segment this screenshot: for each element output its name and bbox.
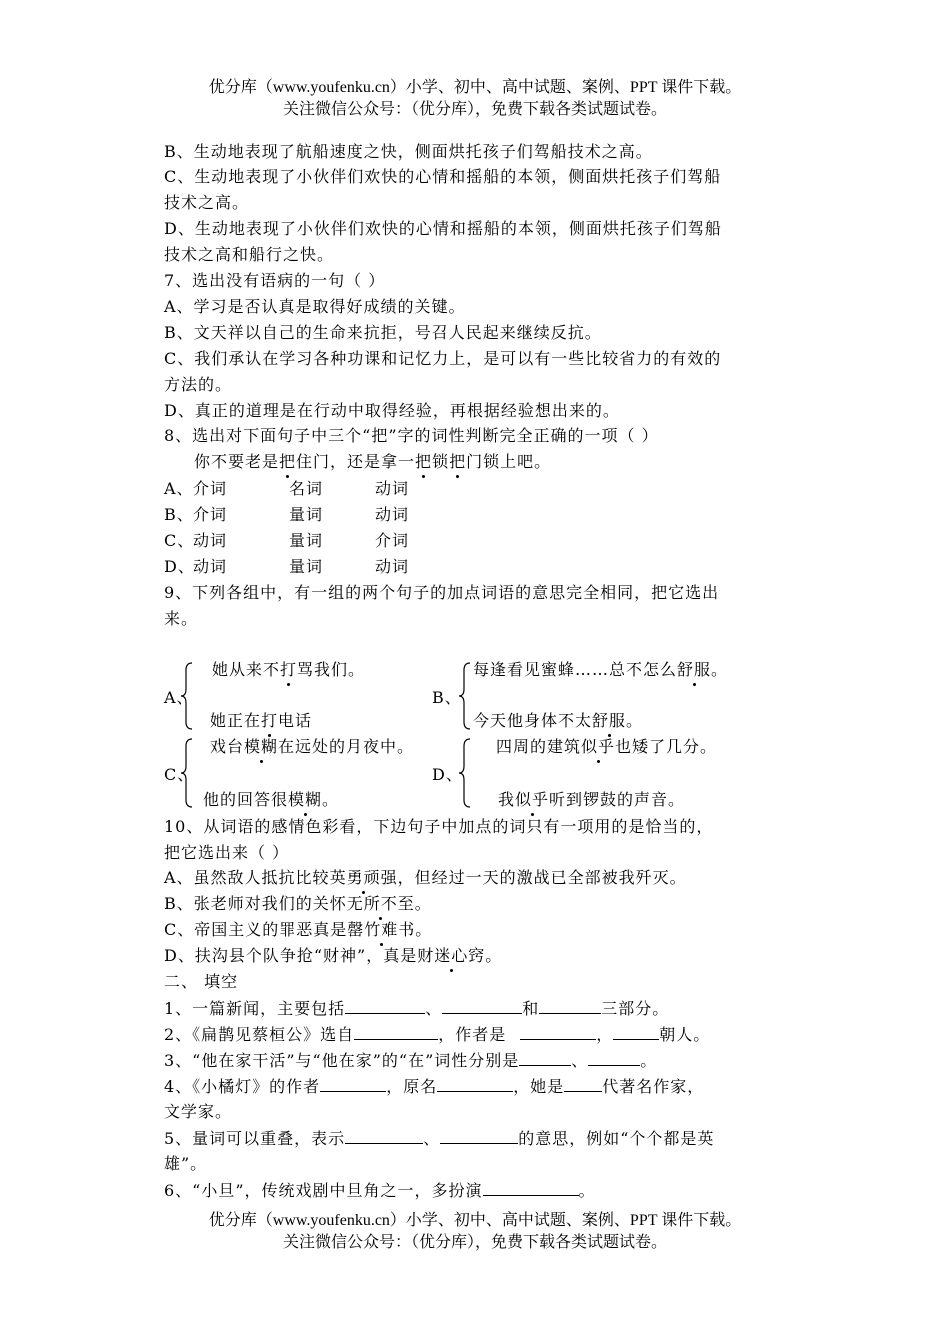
q8-sentence-part: 锁 xyxy=(432,452,450,471)
q9-c1-post: 在远处的月夜中。 xyxy=(278,737,415,756)
q10-b-post: 。 xyxy=(414,894,432,913)
fill-q4-text: 4、《小橘灯》的作者 xyxy=(164,1077,321,1096)
q6-option-c-line2: 技术之高。 xyxy=(164,193,250,212)
q9-d2-dotted-word: 似乎 xyxy=(515,790,550,809)
q9-b1-dotted-word: 舒服 xyxy=(677,660,712,679)
q8-dotted-ba-3: 把 xyxy=(449,452,467,471)
q8-option-word1: 介词 xyxy=(193,479,228,498)
q10-option-b xyxy=(164,894,432,914)
fill-q4-text: ，她是 xyxy=(513,1077,565,1096)
q8-dotted-ba-2: 把 xyxy=(415,452,433,471)
fill-q4 xyxy=(164,1076,704,1097)
fill-q5-line2: 雄”。 xyxy=(164,1154,208,1173)
q9-a2-dotted-word: 打 xyxy=(261,711,279,730)
q8-option-word3: 动词 xyxy=(375,479,410,498)
fill-q4-line2: 文学家。 xyxy=(164,1102,233,1121)
q8-option-d xyxy=(164,557,410,577)
fill-q2-blank-2[interactable] xyxy=(520,1024,596,1040)
q9-c2-pre: 他的回答很 xyxy=(203,790,289,809)
q9-c2-dotted-word: 模糊 xyxy=(288,790,323,809)
q9-b2-post: 。 xyxy=(626,711,644,730)
page-footer-line-2: 关注微信公众号：（优分库），免费下载各类试题试卷。 xyxy=(282,1234,667,1251)
q8-sentence-part: 你不要老是 xyxy=(194,452,280,471)
fill-q2-text: 2、《扁鹊见蔡桓公》选自 xyxy=(164,1025,355,1044)
fill-q4-text: ，原名 xyxy=(386,1077,438,1096)
fill-q6-blank-1[interactable] xyxy=(483,1180,579,1196)
fill-q1 xyxy=(164,998,669,1019)
fill-q3-text: 、 xyxy=(571,1051,589,1070)
fill-q2-text: ， xyxy=(596,1025,614,1044)
q9-option-b-label: B、 xyxy=(432,688,462,707)
fill-q1-blank-3[interactable] xyxy=(539,998,601,1014)
q8-option-c xyxy=(164,531,410,551)
page-header-line-2: 关注微信公众号：（优分库），免费下载各类试题试卷。 xyxy=(282,101,667,118)
fill-q6-text: 。 xyxy=(578,1181,596,1200)
q6-option-c-line1: C、生动地表现了小伙伴们欢快的心情和摇船的本领，侧面烘托孩子们驾船 xyxy=(164,167,722,186)
fill-q5 xyxy=(164,1128,714,1149)
q9-c1-pre: 戏台 xyxy=(210,737,245,756)
q10-stem-line2: 把它选出来（ ） xyxy=(164,843,290,862)
fill-q3-text: 。 xyxy=(640,1051,658,1070)
q10-d-pre: D、扶沟县个队争抢“财神”，真是 xyxy=(164,946,418,965)
fill-q6-text: 6、“小旦”，传统戏剧中旦角之一，多扮演 xyxy=(164,1181,483,1200)
q8-sentence xyxy=(194,452,551,472)
fill-q5-text: 的意思，例如“个个都是英 xyxy=(518,1129,715,1148)
q9-d2-post: 听到锣鼓的声音。 xyxy=(549,790,686,809)
fill-q2-text: ，作者是 xyxy=(438,1025,507,1044)
q10-d-dotted-word: 财迷心窍 xyxy=(417,946,486,965)
q9-stem-line1: 9、下列各组中，有一组的两个句子的加点词语的意思完全相同，把它选出 xyxy=(164,583,720,602)
q8-dotted-ba-1: 把 xyxy=(279,452,297,471)
q9-option-d-label: D、 xyxy=(432,765,463,784)
q9-c-sentence-2 xyxy=(203,790,339,810)
q7-option-b: B、文天祥以自己的生命来抗拒，号召人民起来继续反抗。 xyxy=(164,323,602,342)
q10-option-d xyxy=(164,946,502,966)
fill-q3-blank-2[interactable] xyxy=(588,1050,640,1066)
q9-a-sentence-2 xyxy=(210,711,312,731)
fill-q1-text: 和 xyxy=(522,999,540,1018)
q10-b-dotted-word: 无所不至 xyxy=(346,894,415,913)
q10-c-pre: C、帝国主义的罪恶真是 xyxy=(164,920,348,939)
q8-option-word2: 名词 xyxy=(289,479,324,498)
page-footer-line-1: 优分库（www.youfenku.cn）小学、初中、高中试题、案例、PPT 课件下载。 xyxy=(208,1212,742,1229)
q8-option-word2: 量词 xyxy=(289,531,324,550)
q8-option-word2: 量词 xyxy=(289,505,324,524)
fill-q5-text: 5、量词可以重叠，表示 xyxy=(164,1129,346,1148)
fill-q6 xyxy=(164,1180,596,1201)
q10-d-post: 。 xyxy=(485,946,503,965)
fill-q4-text: 代著名作家， xyxy=(602,1077,705,1096)
q9-b1-pre: 每逢看见蜜蜂……总不怎么 xyxy=(473,660,678,679)
q9-d-sentence-2 xyxy=(498,790,685,810)
fill-q1-text: 三部分。 xyxy=(601,999,670,1018)
q9-b2-pre: 今天他身体不太 xyxy=(473,711,593,730)
q9-option-c-label: C、 xyxy=(164,765,195,784)
fill-q1-blank-2[interactable] xyxy=(442,998,522,1014)
q9-a1-dotted-word: 打 xyxy=(280,660,298,679)
q8-sentence-part: 门锁上吧。 xyxy=(466,452,552,471)
fill-q4-blank-3[interactable] xyxy=(564,1076,602,1092)
q6-option-b: B、生动地表现了航船速度之快，侧面烘托孩子们驾船技术之高。 xyxy=(164,142,653,161)
q7-option-c-line2: 方法的。 xyxy=(164,375,233,394)
fill-q1-text: 1、一篇新闻，主要包括 xyxy=(164,999,346,1018)
q9-option-a-label: A、 xyxy=(164,688,194,707)
fill-q1-blank-1[interactable] xyxy=(345,998,425,1014)
q9-b-sentence-1 xyxy=(473,660,728,680)
q9-d-sentence-1 xyxy=(496,737,717,757)
q10-a-pre: A、虽然敌人抵抗比较 xyxy=(164,868,330,887)
section-fill-title: 二、 填空 xyxy=(164,972,239,991)
q8-option-label: A、 xyxy=(164,479,194,498)
q7-option-d: D、真正的道理是在行动中取得经验，再根据经验想出来的。 xyxy=(164,401,620,420)
q8-option-word2: 量词 xyxy=(289,557,324,576)
q10-a-dotted-word: 英勇顽强 xyxy=(329,868,398,887)
q9-a1-pre: 她从来不 xyxy=(212,660,281,679)
q9-a2-post: 电话 xyxy=(278,711,313,730)
fill-q4-blank-1[interactable] xyxy=(320,1076,386,1092)
q8-option-word1: 动词 xyxy=(193,531,228,550)
fill-q2-blank-1[interactable] xyxy=(354,1024,438,1040)
q9-a2-pre: 她正在 xyxy=(210,711,262,730)
q9-stem-line2: 来。 xyxy=(164,609,199,628)
q8-option-word3: 动词 xyxy=(375,557,410,576)
q9-d1-dotted-word: 似乎 xyxy=(581,737,616,756)
q9-c2-post: 。 xyxy=(322,790,340,809)
q10-b-pre: B、张老师对我们的关怀 xyxy=(164,894,347,913)
q8-option-word1: 动词 xyxy=(193,557,228,576)
fill-q3-text: 3、“他在家干活”与“他在家”的“在”词性分别是 xyxy=(164,1051,520,1070)
q10-option-c xyxy=(164,920,432,940)
q9-a-sentence-1 xyxy=(212,660,365,680)
q9-d1-post: 也矮了几分。 xyxy=(615,737,718,756)
q9-d2-pre: 我 xyxy=(498,790,516,809)
q8-option-a xyxy=(164,479,410,499)
q9-a1-post: 骂我们。 xyxy=(297,660,366,679)
fill-q5-blank-2[interactable] xyxy=(440,1128,518,1144)
q8-stem: 8、选出对下面句子中三个“把”字的词性判断完全正确的一项（ ） xyxy=(164,426,659,445)
fill-q4-blank-2[interactable] xyxy=(437,1076,513,1092)
q9-d1-pre: 四周的建筑 xyxy=(496,737,582,756)
q6-option-d-line1: D、生动地表现了小伙伴们欢快的心情和摇船的本领，侧面烘托孩子们驾船 xyxy=(164,219,722,238)
q7-stem: 7、选出没有语病的一句（ ） xyxy=(164,271,386,290)
q9-c-sentence-1 xyxy=(210,737,414,757)
q10-stem-line1: 10、从词语的感情色彩看，下边句子中加点的词只有一项用的是恰当的， xyxy=(164,817,714,836)
q8-option-label: B、 xyxy=(164,505,194,524)
q9-b-sentence-2 xyxy=(473,711,643,731)
page-header-line-1: 优分库（www.youfenku.cn）小学、初中、高中试题、案例、PPT 课件下载。 xyxy=(208,79,742,96)
fill-q5-blank-1[interactable] xyxy=(345,1128,423,1144)
fill-q1-text: 、 xyxy=(425,999,443,1018)
fill-q2-text: 朝人。 xyxy=(659,1025,711,1044)
q9-b2-dotted-word: 舒服 xyxy=(592,711,627,730)
q7-option-c-line1: C、我们承认在学习各种功课和记忆力上，是可以有一些比较省力的有效的 xyxy=(164,349,722,368)
q10-c-post: 。 xyxy=(415,920,433,939)
fill-q3-blank-1[interactable] xyxy=(519,1050,571,1066)
q8-option-word3: 动词 xyxy=(375,505,410,524)
q6-option-d-line2: 技术之高和船行之快。 xyxy=(164,245,335,264)
q8-option-label: C、 xyxy=(164,531,195,550)
q7-option-a: A、学习是否认真是取得好成绩的关键。 xyxy=(164,297,466,316)
q9-c1-dotted-word: 模糊 xyxy=(244,737,279,756)
q10-a-post: ，但经过一天的激战已全部被我歼灭。 xyxy=(397,868,687,887)
fill-q3 xyxy=(164,1050,657,1071)
q10-c-dotted-word: 罄竹难书 xyxy=(347,920,416,939)
q8-option-b xyxy=(164,505,410,525)
q8-option-label: D、 xyxy=(164,557,195,576)
q8-option-word3: 介词 xyxy=(375,531,410,550)
q8-sentence-part: 住门，还是拿一 xyxy=(296,452,416,471)
q8-option-word1: 介词 xyxy=(193,505,228,524)
fill-q5-text: 、 xyxy=(423,1129,441,1148)
q10-option-a xyxy=(164,868,687,888)
fill-q2-blank-3[interactable] xyxy=(613,1024,659,1040)
q9-b1-post: 。 xyxy=(711,660,729,679)
fill-q2 xyxy=(164,1024,710,1045)
